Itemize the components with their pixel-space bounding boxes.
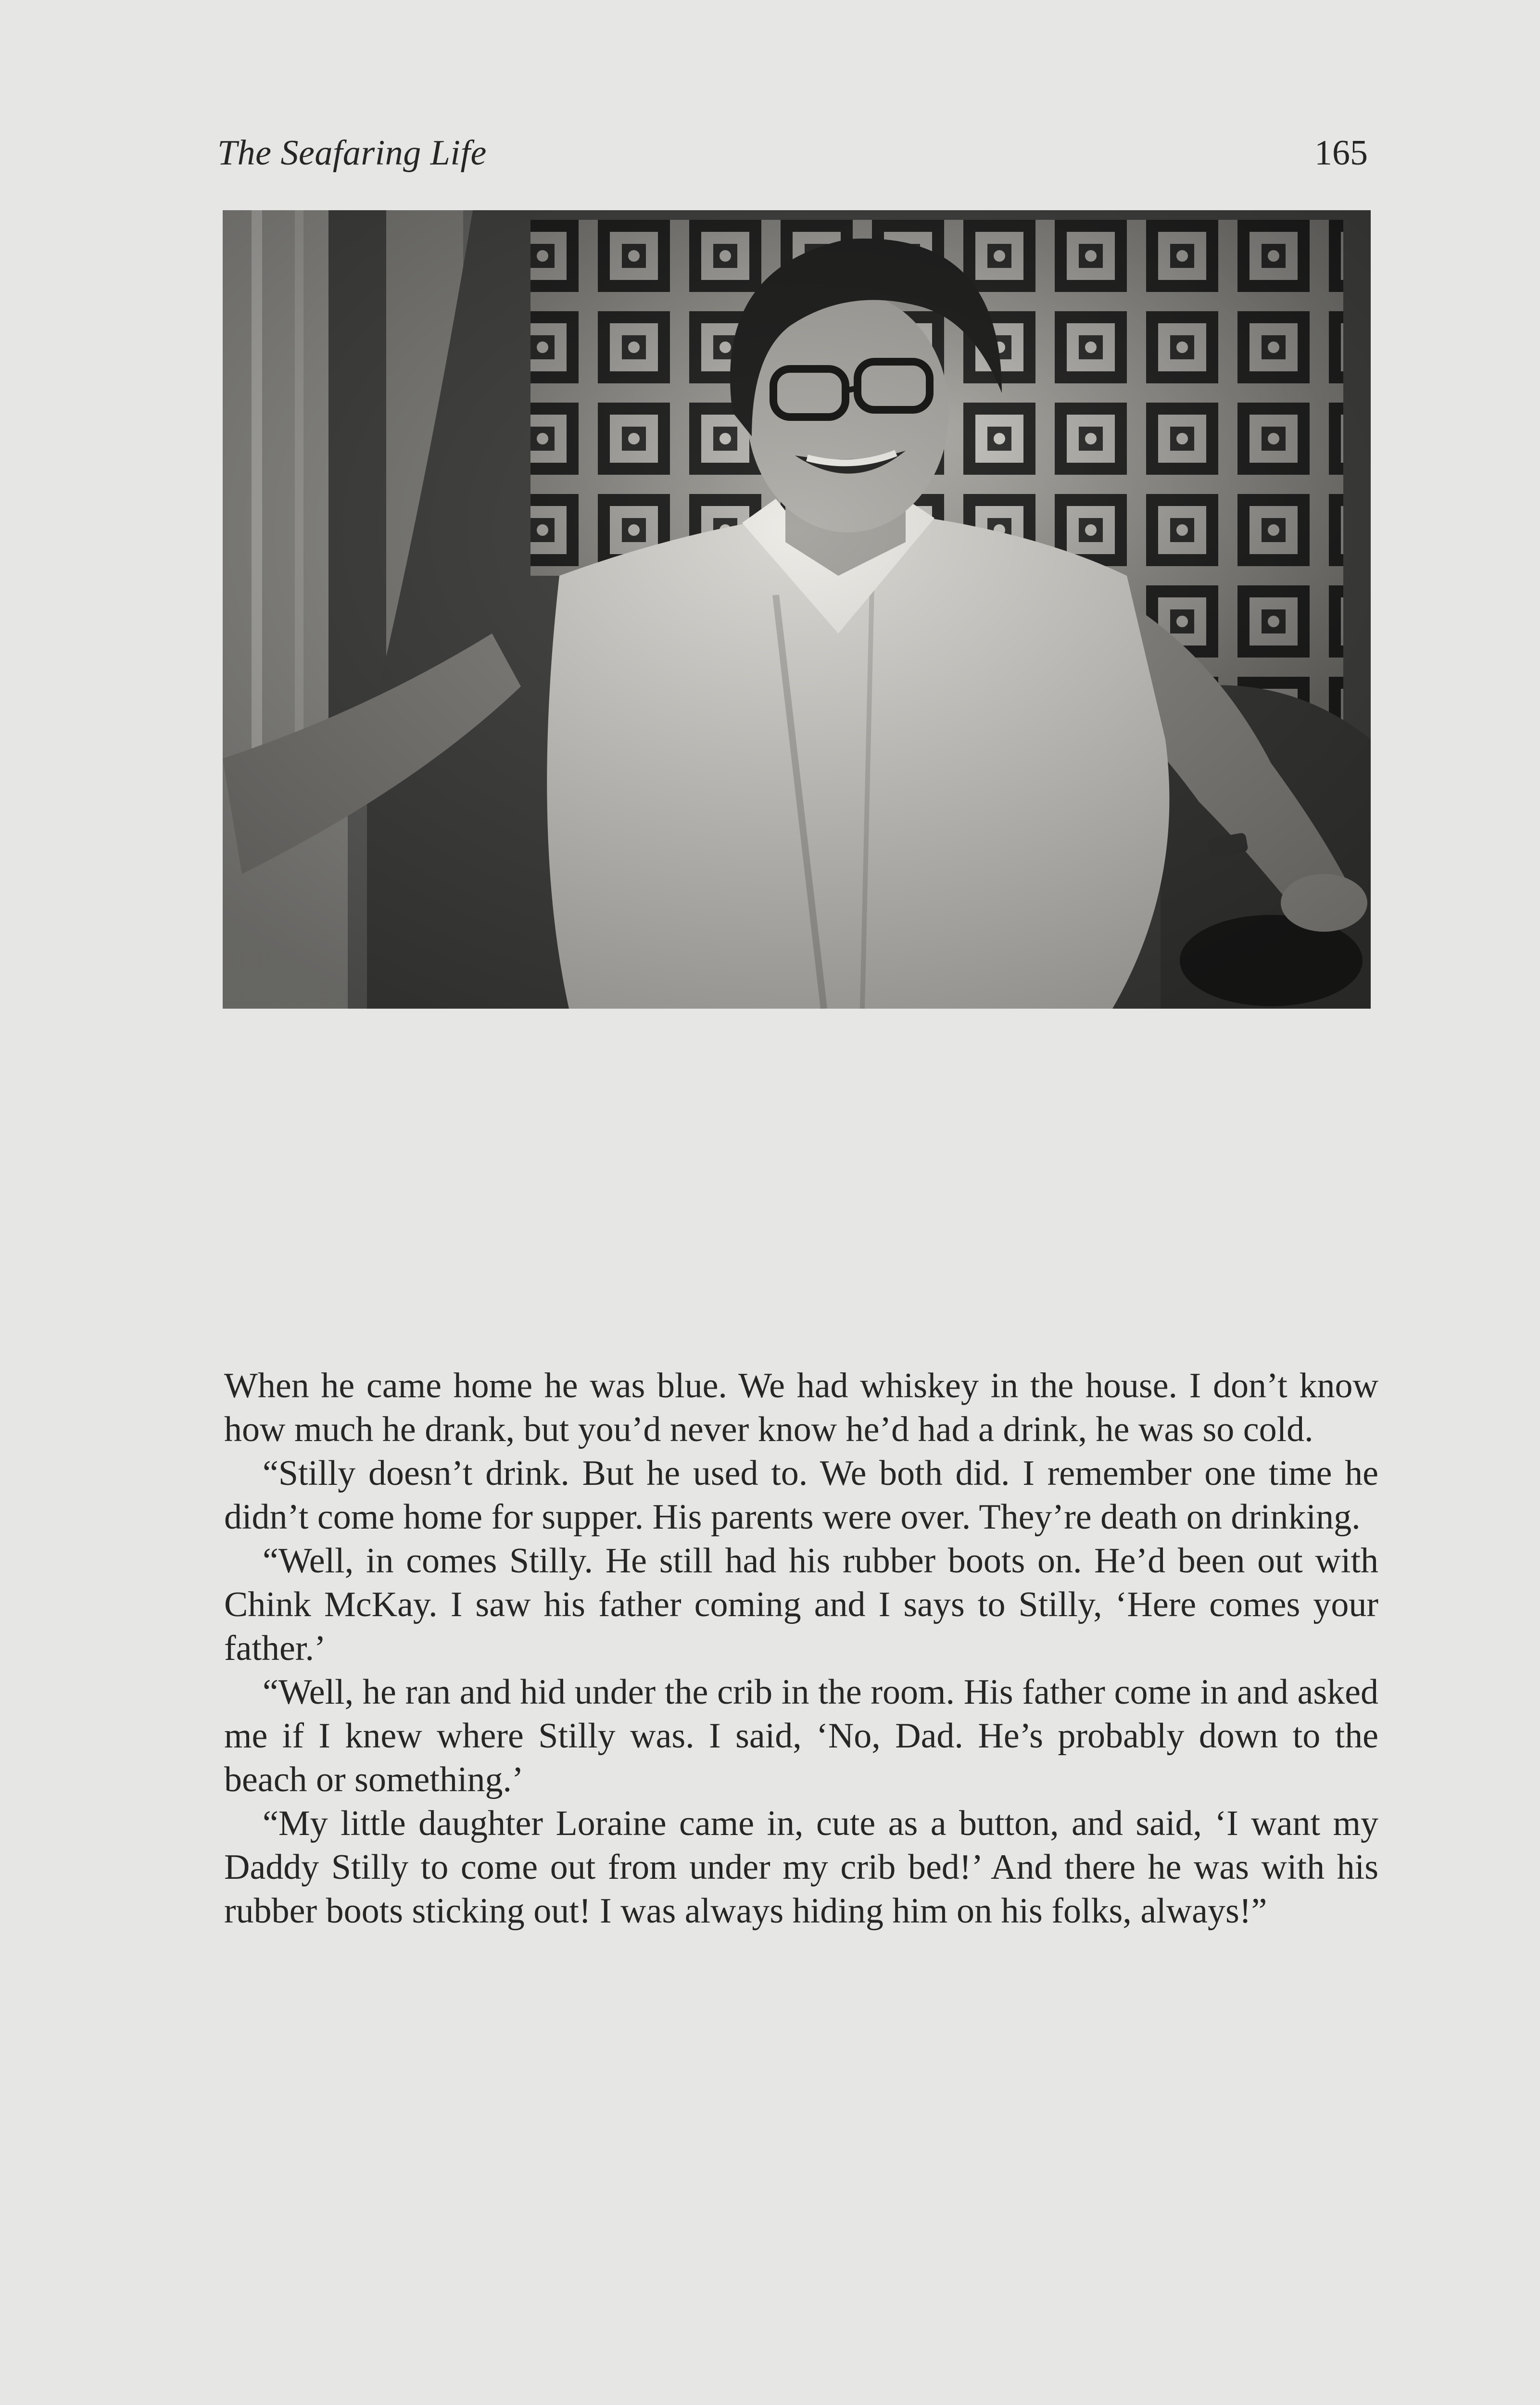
paragraph: “Well, in comes Stilly. He still had his rubber boots on. He’d been out with Chink McKay. I saw his father coming and I says to Stilly, ‘Here comes your father.’ [224,1541,1378,1668]
running-head: The Seafaring Life [217,133,487,173]
paragraph: “My little daughter Loraine came in, cute as a button, and said, ‘I want my Daddy Stilly to come out from under my crib bed!’ And there he was with his rubber boots sticking out! I was always hiding him on his folks, always!” [224,1804,1378,1931]
photo-illustration [223,210,1371,1009]
page-number: 165 [1314,133,1368,173]
photograph [223,210,1371,1009]
body-text [224,1364,1378,1933]
paragraph: “Well, he ran and hid under the crib in the room. His father come in and asked me if I knew where Stilly was. I said, ‘No, Dad. He’s probably down to the beach or something.’ [224,1672,1378,1799]
paragraph: When he came home he was blue. We had whiskey in the house. I don’t know how much he drank, but you’d never know he’d had a drink, he was so cold. [224,1366,1378,1449]
paragraph: “Stilly doesn’t drink. But he used to. We both did. I remember one time he didn’t come home for supper. His parents were over. They’re death on drinking. [224,1454,1378,1537]
